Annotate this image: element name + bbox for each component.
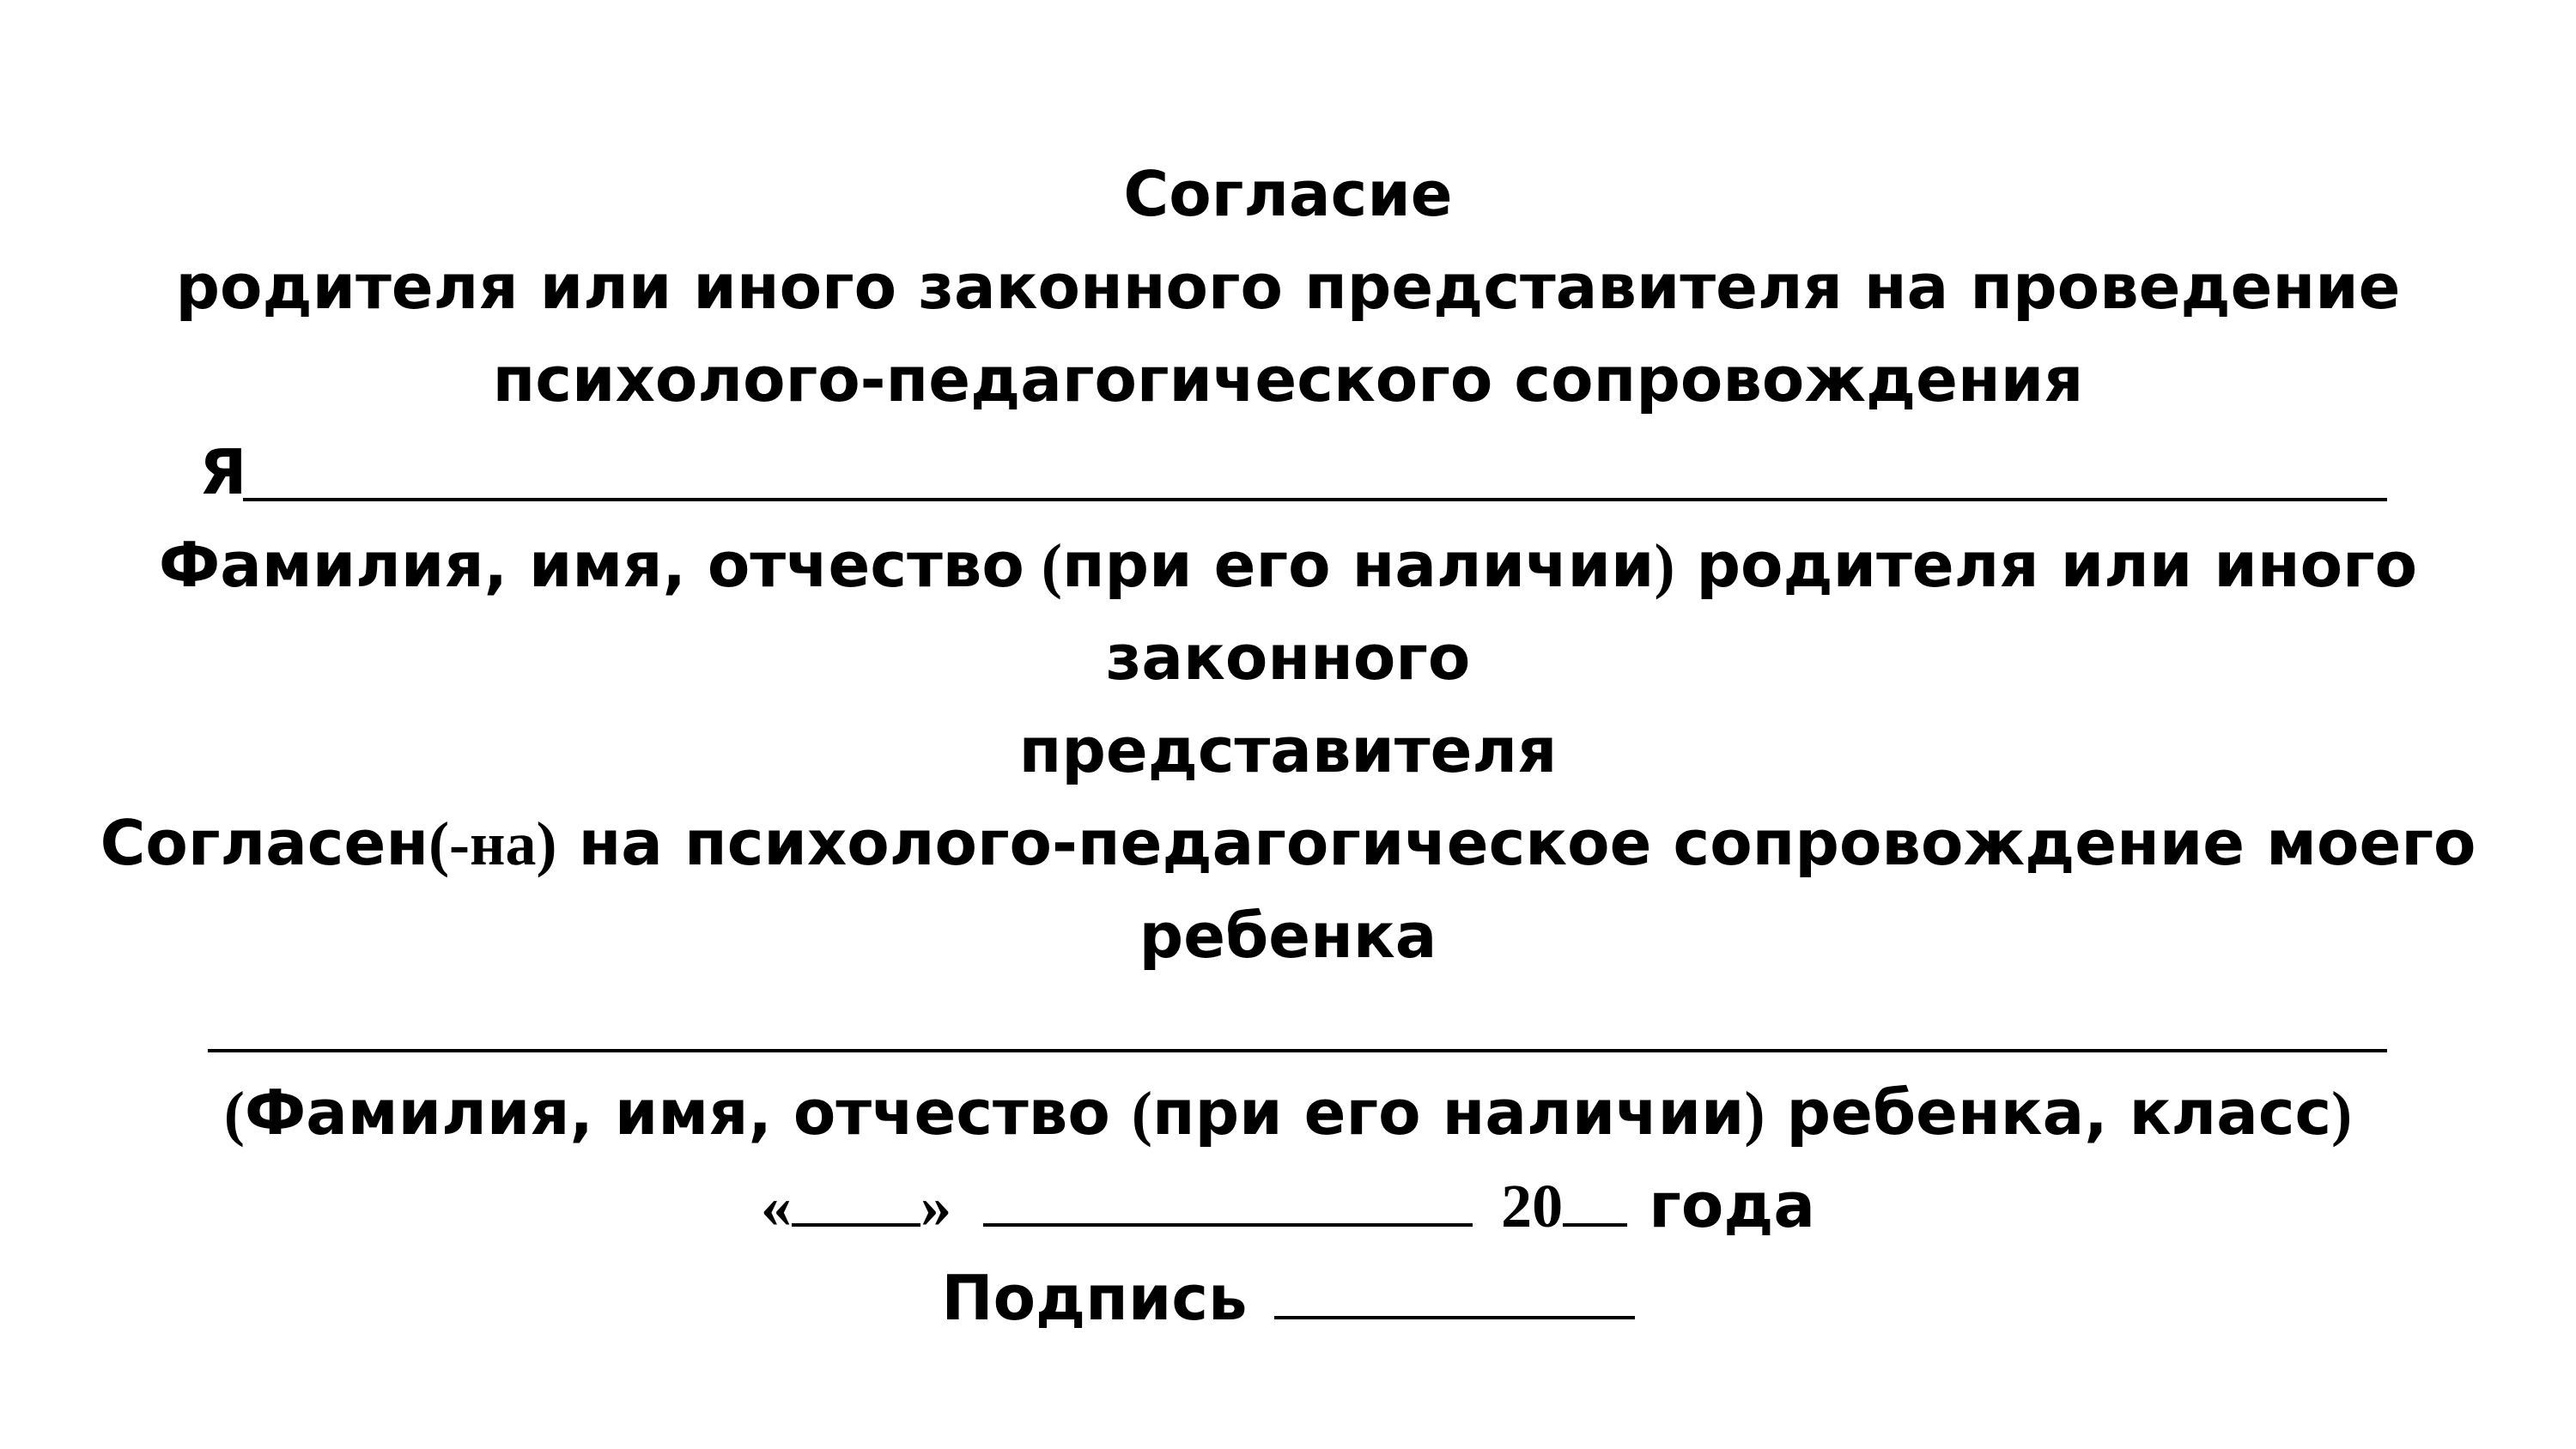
- date-line: « » 20 года: [760, 1169, 1816, 1241]
- parent-name-caption-line-2: законного: [1105, 621, 1471, 694]
- child-name-field[interactable]: [208, 1049, 2387, 1052]
- parent-name-field[interactable]: [243, 498, 2387, 501]
- signature-line: Подпись: [0, 1252, 2576, 1344]
- form-title: Согласие: [1123, 158, 1453, 230]
- date-year-field[interactable]: [1563, 1170, 1627, 1227]
- date-day-field[interactable]: [792, 1170, 920, 1227]
- consent-statement-line-1: Согласен(-на) на психолого-педагогическое сопровождение моего: [100, 807, 2476, 879]
- child-name-caption: (Фамилия, имя, отчество (при его наличии) ребенка, класс): [223, 1076, 2353, 1149]
- date-month-field[interactable]: [983, 1170, 1473, 1227]
- parent-name-caption-line-1: Фамилия, имя, отчество (при его наличии) родителя или иного: [158, 529, 2418, 601]
- consent-statement-line-2: ребенка: [1139, 900, 1437, 972]
- parent-name-caption-line-3: представителя: [1018, 714, 1558, 786]
- signature-field[interactable]: [1274, 1263, 1635, 1319]
- form-subtitle-line-1: родителя или иного законного представителя на проведение: [175, 251, 2401, 323]
- parent-name-prefix: Я: [199, 436, 247, 508]
- form-subtitle-line-2: психолого-педагогического сопровождения: [492, 343, 2084, 415]
